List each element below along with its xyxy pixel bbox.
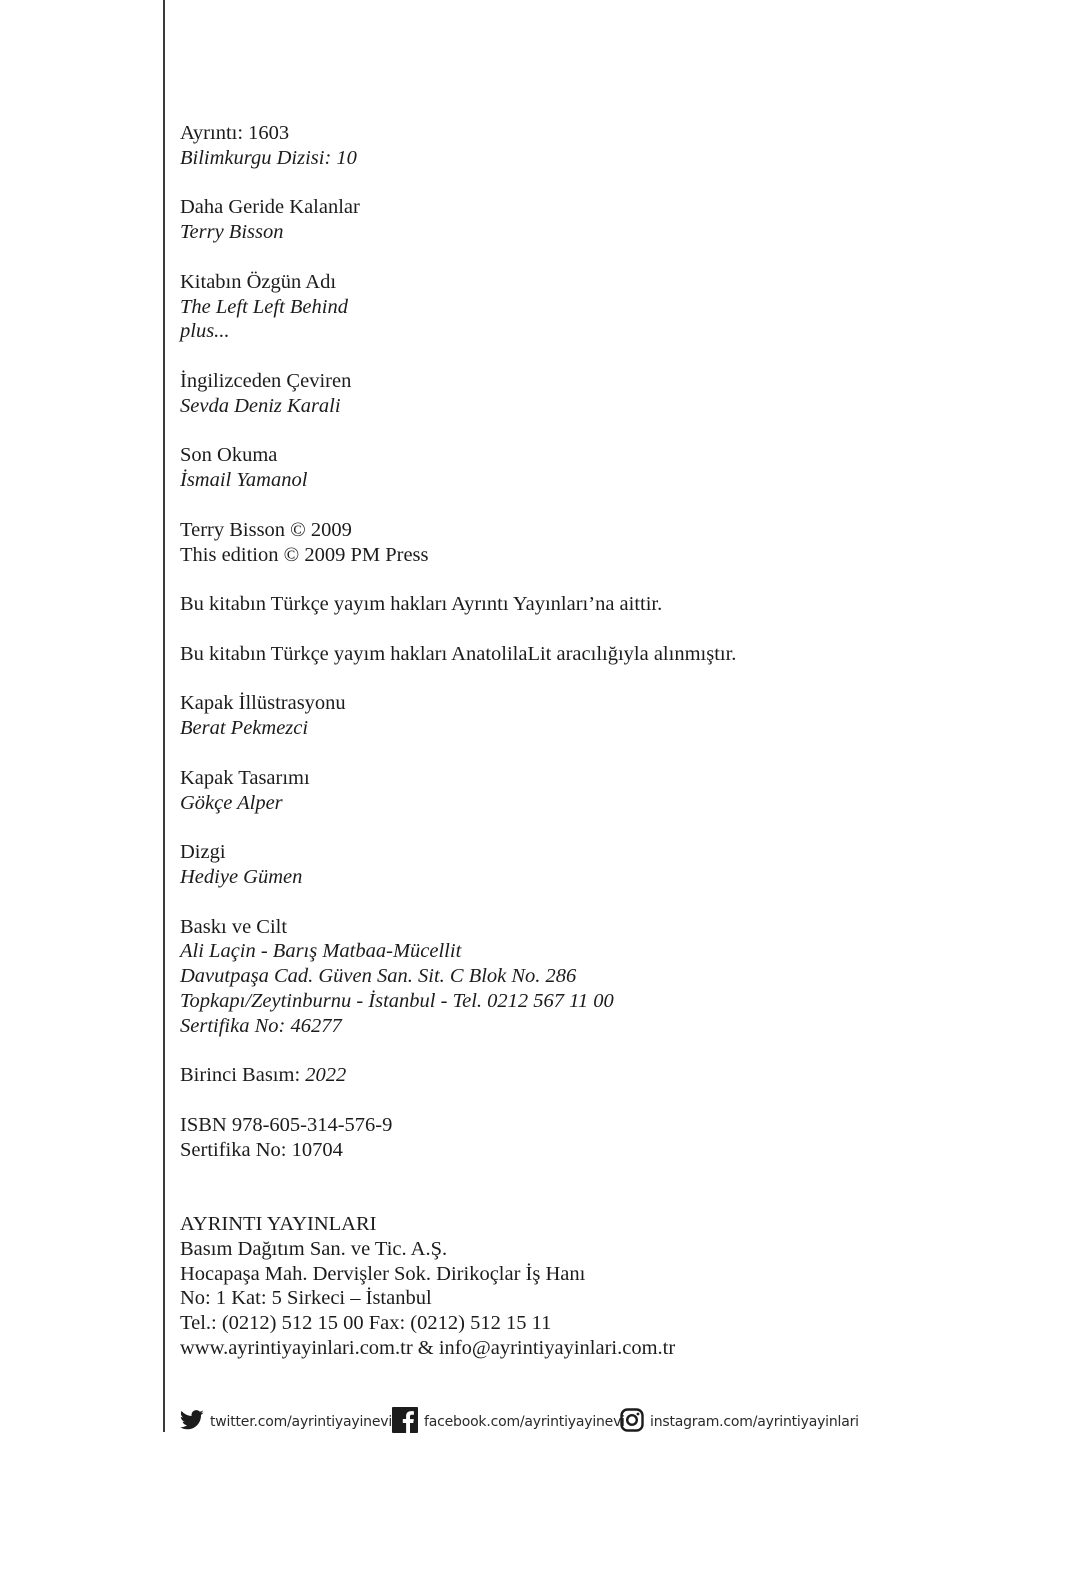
rights-statement-2: Bu kitabın Türkçe yayım hakları AnatolilaLit aracılığıyla alınmıştır. <box>180 642 737 665</box>
series-number: Ayrıntı: 1603 <box>180 122 290 144</box>
printing-label: Baskı ve Cilt <box>180 915 288 938</box>
instagram-link[interactable] <box>620 1404 859 1436</box>
proofreader-name: İsmail Yamanol <box>180 469 308 492</box>
proofread-label: Son Okuma <box>180 444 278 467</box>
original-title-label: Kitabın Özgün Adı <box>180 270 337 293</box>
first-edition-label: Birinci Basım: <box>180 1064 306 1087</box>
first-edition <box>180 1063 1040 1088</box>
original-title-line-2: plus... <box>180 320 230 343</box>
cover-designer-name: Gökçe Alper <box>180 791 283 814</box>
printer-line-4: Sertifika No: 46277 <box>180 1014 342 1037</box>
rights-statement-1: Bu kitabın Türkçe yayım hakları Ayrıntı Yayınları’na aittir. <box>180 593 663 616</box>
cover-illustrator-name: Berat Pekmezci <box>180 717 309 740</box>
social-links <box>180 1404 1060 1436</box>
translator-name: Sevda Deniz Karali <box>180 394 341 417</box>
printer-line-3: Topkapı/Zeytinburnu - İstanbul - Tel. 0212 567 11 00 <box>180 989 614 1012</box>
publisher-phone: Tel.: (0212) 512 15 00 Fax: (0212) 512 15 11 <box>180 1312 552 1335</box>
book-title: Daha Geride Kalanlar <box>180 196 360 219</box>
instagram-icon <box>620 1408 644 1432</box>
isbn: ISBN 978-605-314-576-9 <box>180 1113 393 1136</box>
facebook-icon <box>392 1407 418 1433</box>
imprint-block <box>180 121 1040 1361</box>
publisher-name: AYRINTI YAYINLARI <box>180 1213 377 1236</box>
cover-illustration-label: Kapak İllüstrasyonu <box>180 692 346 715</box>
publisher-address-2: No: 1 Kat: 5 Sirkeci – İstanbul <box>180 1287 432 1310</box>
copyright-author: Terry Bisson © 2009 <box>180 518 352 541</box>
facebook-handle: facebook.com/ayrintiyayinevi <box>424 1414 625 1430</box>
translator-label: İngilizceden Çeviren <box>180 369 352 392</box>
twitter-handle: twitter.com/ayrintiyayinevi <box>210 1414 393 1430</box>
cover-design-label: Kapak Tasarımı <box>180 766 310 789</box>
series-name: Bilimkurgu Dizisi: 10 <box>180 146 357 169</box>
publisher-address-1: Hocapaşa Mah. Dervişler Sok. Dirikoçlar İş Hanı <box>180 1262 586 1285</box>
printer-line-1: Ali Laçin - Barış Matbaa-Mücellit <box>180 940 462 963</box>
publisher-company: Basım Dağıtım San. ve Tic. A.Ş. <box>180 1237 448 1260</box>
page-margin-rule <box>163 0 165 1432</box>
printer-line-2: Davutpaşa Cad. Güven San. Sit. C Blok No. 286 <box>180 965 577 988</box>
facebook-link[interactable] <box>392 1404 625 1436</box>
certificate-number: Sertifika No: 10704 <box>180 1138 343 1161</box>
typesetting-label: Dizgi <box>180 841 226 864</box>
typesetter-name: Hediye Gümen <box>180 865 303 888</box>
twitter-link[interactable] <box>180 1404 392 1436</box>
first-edition-year: 2022 <box>305 1064 347 1087</box>
original-title-line-1: The Left Left Behind <box>180 295 348 318</box>
copyright-edition: This edition © 2009 PM Press <box>180 543 429 566</box>
instagram-handle: instagram.com/ayrintiyayinlari <box>650 1414 859 1430</box>
book-author: Terry Bisson <box>180 221 284 244</box>
publisher-web: www.ayrintiyayinlari.com.tr & info@ayrintiyayinlari.com.tr <box>180 1337 676 1360</box>
twitter-icon <box>180 1410 204 1430</box>
